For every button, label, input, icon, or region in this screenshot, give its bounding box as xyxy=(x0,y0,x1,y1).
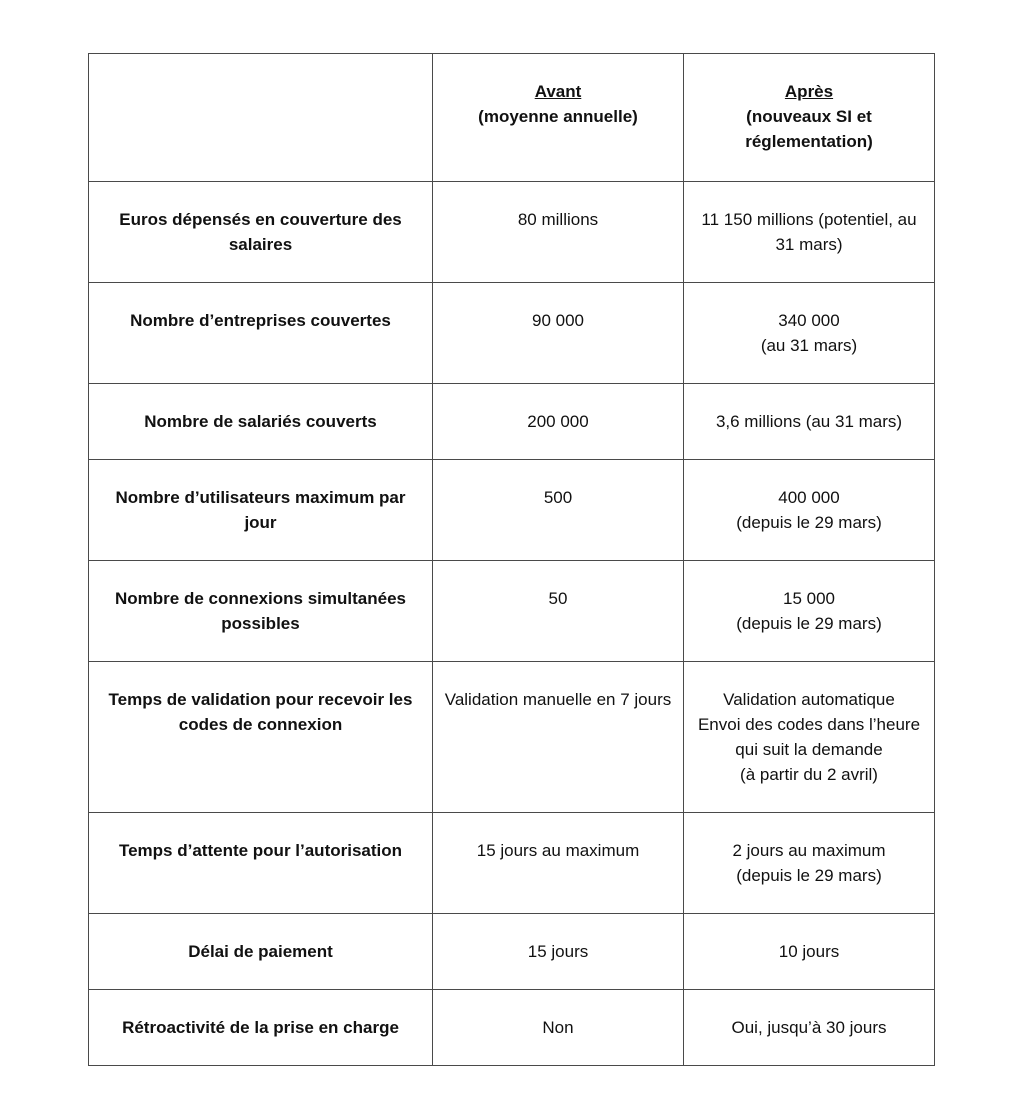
row-label: Délai de paiement xyxy=(89,914,433,990)
table-row xyxy=(89,813,935,914)
table-row xyxy=(89,914,935,990)
apres-line: Envoi des codes dans l’heure qui suit la demande xyxy=(697,715,921,759)
header-apres-title: Après xyxy=(784,82,834,101)
header-apres xyxy=(684,54,935,182)
apres-line: (à partir du 2 avril) xyxy=(740,765,878,784)
table-row xyxy=(89,384,935,460)
apres-value xyxy=(684,914,935,990)
avant-value: 90 000 xyxy=(433,283,684,384)
avant-value: Non xyxy=(433,990,684,1066)
header-avant xyxy=(433,54,684,182)
header-apres-subtitle-1: (nouveaux SI et xyxy=(746,107,872,126)
row-label: Nombre de salariés couverts xyxy=(89,384,433,460)
table-row xyxy=(89,990,935,1066)
apres-value xyxy=(684,182,935,283)
apres-line: 10 jours xyxy=(778,942,840,961)
table-row xyxy=(89,283,935,384)
header-row xyxy=(89,54,935,182)
avant-value: 15 jours au maximum xyxy=(433,813,684,914)
table-row xyxy=(89,182,935,283)
apres-line: 15 000 xyxy=(783,589,835,608)
header-empty-cell xyxy=(89,54,433,182)
apres-line: (au 31 mars) xyxy=(760,336,858,355)
apres-value xyxy=(684,384,935,460)
apres-value xyxy=(684,990,935,1066)
apres-line: 3,6 millions (au 31 mars) xyxy=(715,412,903,431)
apres-value xyxy=(684,283,935,384)
avant-value: 50 xyxy=(433,561,684,662)
apres-value xyxy=(684,561,935,662)
header-apres-subtitle-2: réglementation) xyxy=(745,132,873,151)
avant-value: 200 000 xyxy=(433,384,684,460)
apres-line: 340 000 xyxy=(778,311,840,330)
row-label: Nombre d’utilisateurs maximum par jour xyxy=(89,460,433,561)
apres-line: Validation automatique xyxy=(723,690,895,709)
row-label: Temps d’attente pour l’autorisation xyxy=(89,813,433,914)
avant-value: 500 xyxy=(433,460,684,561)
apres-value xyxy=(684,813,935,914)
apres-line: 2 jours au maximum xyxy=(732,841,886,860)
row-label: Nombre d’entreprises couvertes xyxy=(89,283,433,384)
comparison-table xyxy=(88,53,935,1066)
apres-line: (depuis le 29 mars) xyxy=(736,614,882,633)
row-label: Rétroactivité de la prise en charge xyxy=(89,990,433,1066)
avant-value: Validation manuelle en 7 jours xyxy=(433,662,684,813)
table-row xyxy=(89,460,935,561)
apres-line: (depuis le 29 mars) xyxy=(736,513,882,532)
apres-line: 11 150 millions (potentiel, au 31 mars) xyxy=(701,210,917,254)
header-avant-subtitle: (moyenne annuelle) xyxy=(478,107,638,126)
apres-line: Oui, jusqu’à 30 jours xyxy=(731,1018,887,1037)
table-row xyxy=(89,662,935,813)
row-label: Euros dépensés en couverture des salaires xyxy=(89,182,433,283)
apres-value xyxy=(684,460,935,561)
avant-value: 80 millions xyxy=(433,182,684,283)
table-row xyxy=(89,561,935,662)
row-label: Temps de validation pour recevoir les codes de connexion xyxy=(89,662,433,813)
header-avant-title: Avant xyxy=(534,82,582,101)
apres-value xyxy=(684,662,935,813)
row-label: Nombre de connexions simultanées possibles xyxy=(89,561,433,662)
avant-value: 15 jours xyxy=(433,914,684,990)
apres-line: 400 000 xyxy=(778,488,840,507)
apres-line: (depuis le 29 mars) xyxy=(736,866,882,885)
